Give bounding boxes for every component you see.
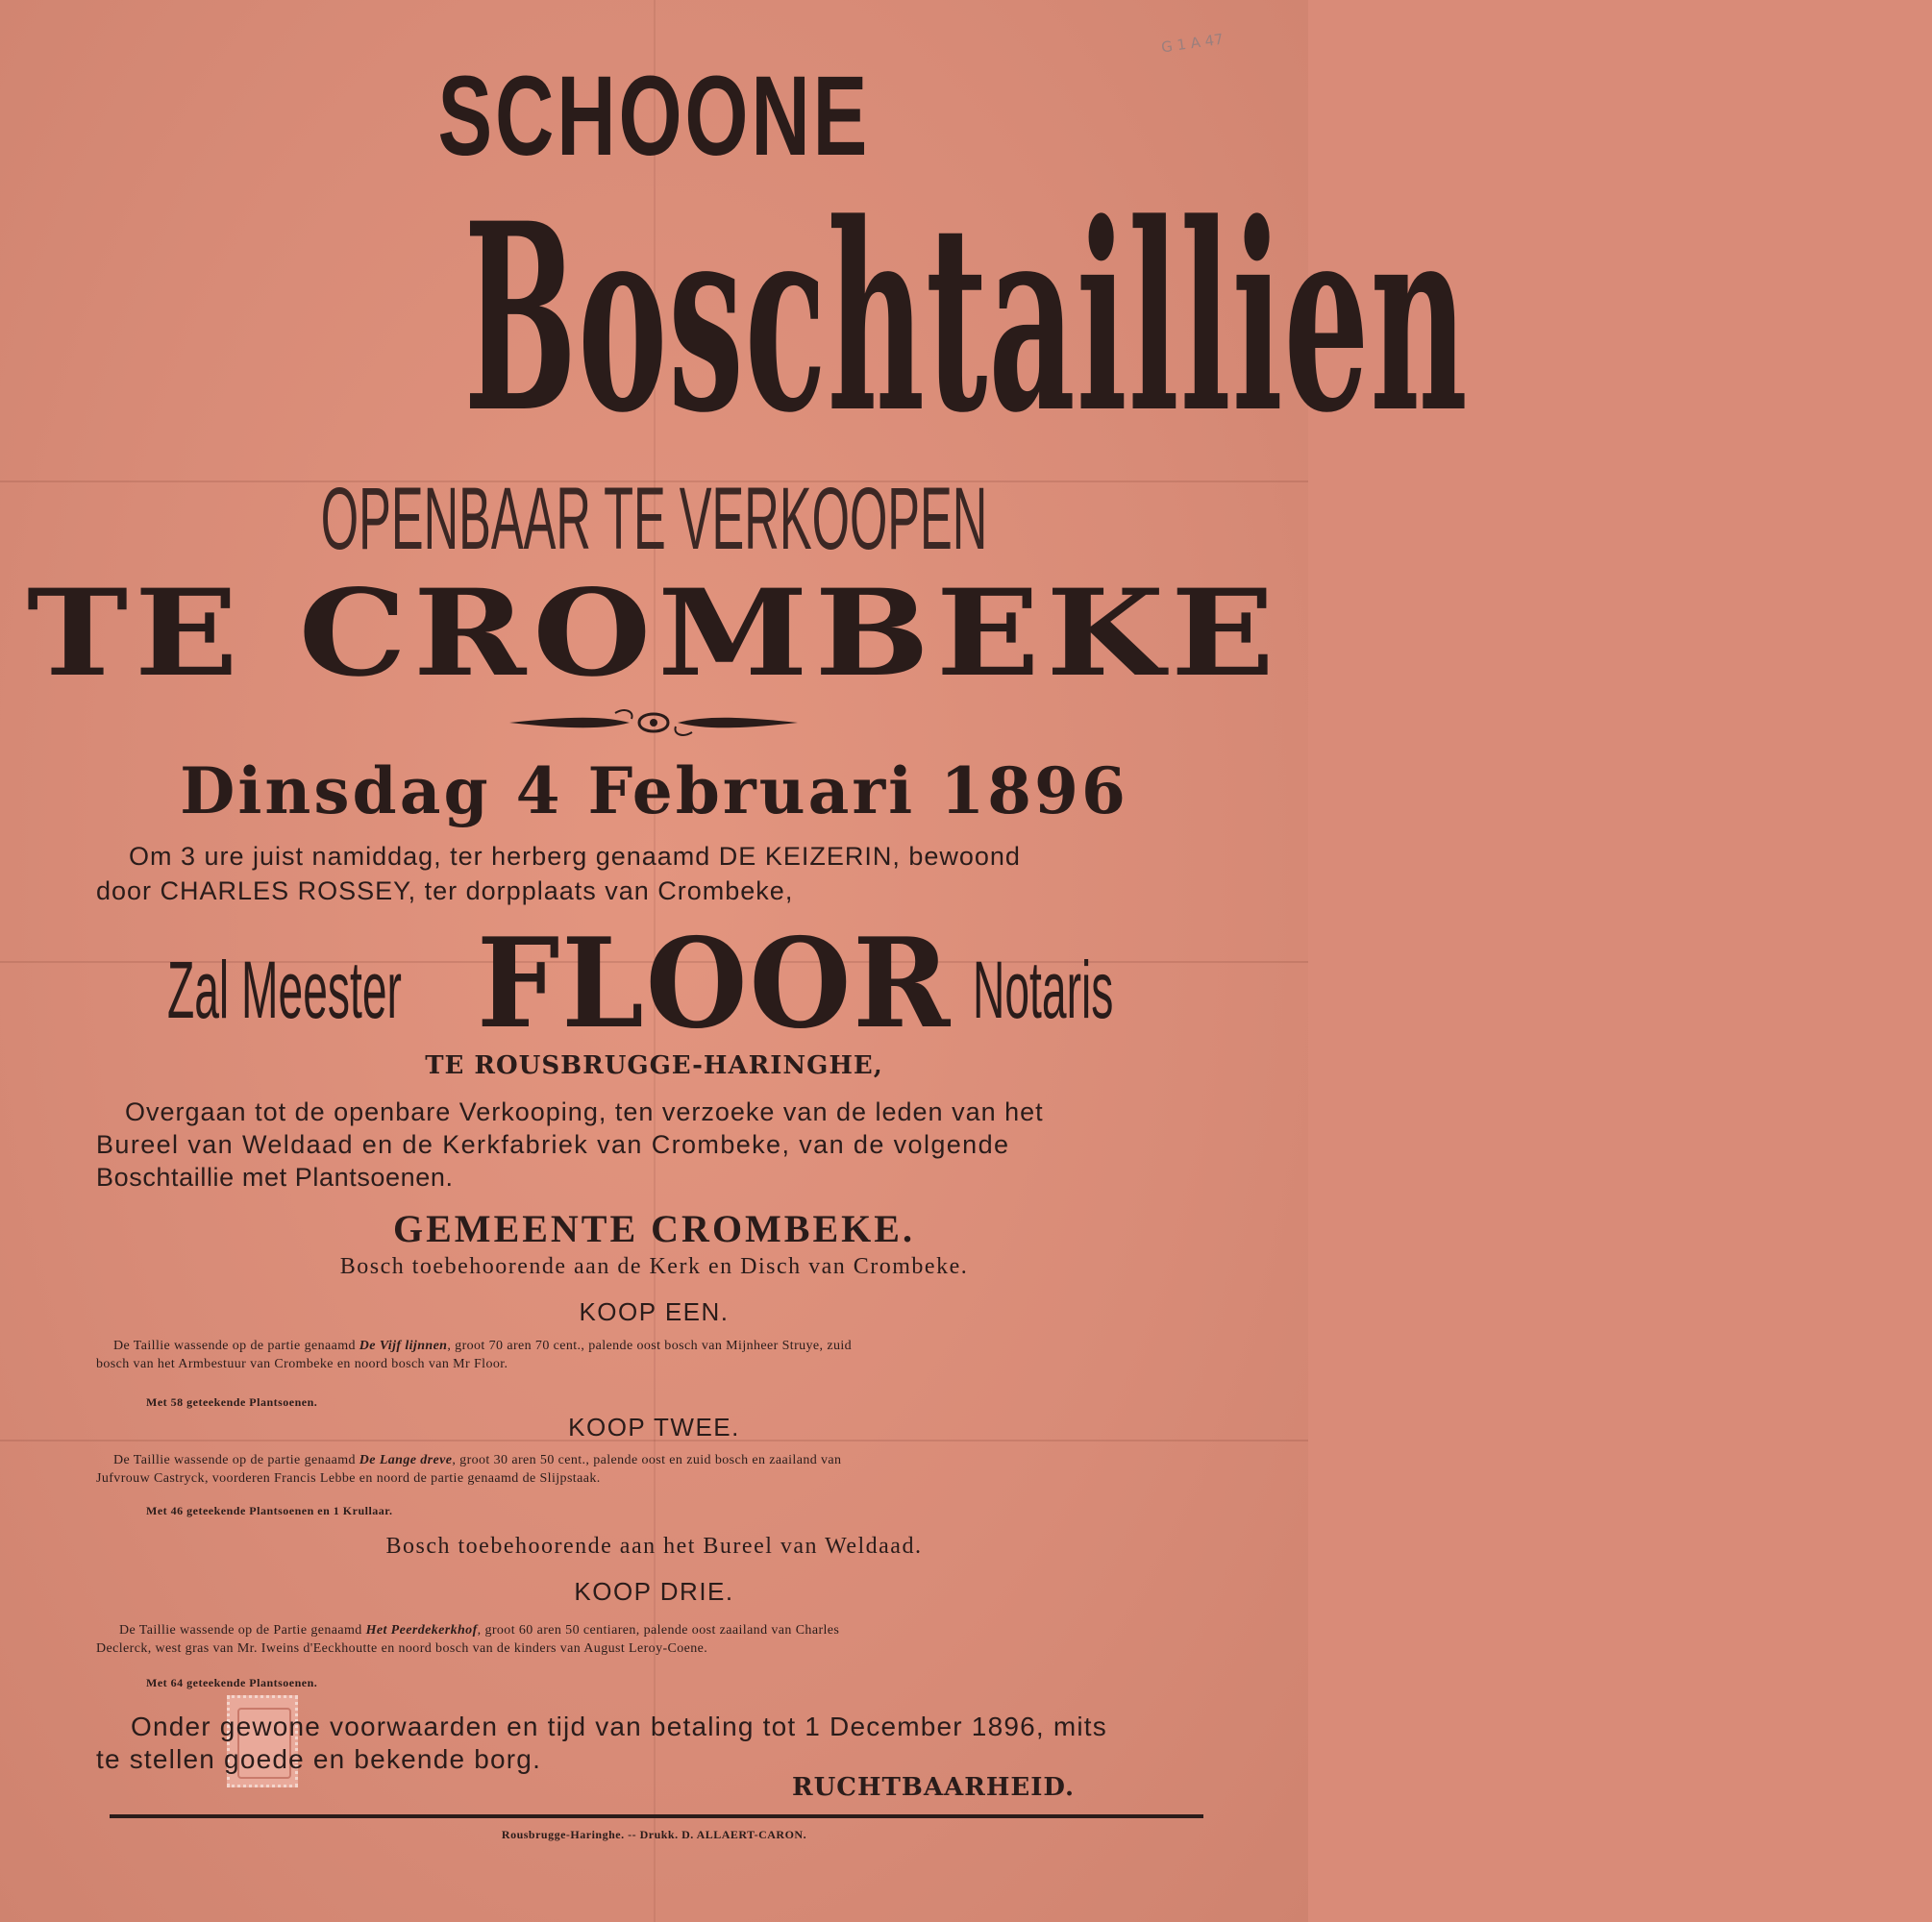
lot-description-line: Declerck, west gras van Mr. Iweins d'Eeckhoutte en noord bosch van de kinders van August Leroy-Coene. [96,1641,708,1656]
headline-main: Boschtaillien [463,167,1469,470]
place-heading: TE CROMBEKE [27,564,1281,703]
body-line-2: Bureel van Weldaad en de Kerkfabriek van Crombeke, van de volgende [96,1130,1010,1159]
lot-title: KOOP EEN. [579,1297,730,1326]
terms-line-2: te stellen goede en bekende borg. [96,1744,542,1774]
notary-line [0,912,1308,1056]
notary-name: FLOOR [477,912,953,1056]
lot-title: KOOP DRIE. [574,1577,734,1606]
auction-date: Dinsdag 4 Februari 1896 [180,753,1128,828]
body-line-1: Overgaan tot de openbare Verkooping, ten verzoeke van de leden van het [125,1097,1044,1126]
lot-description-line: bosch van het Armbestuur van Crombeke en noord bosch van Mr Floor. [96,1357,508,1371]
lot-plant-count: Met 64 geteekende Plantsoenen. [146,1676,318,1689]
lot-description-line: Jufvrouw Castryck, voorderen Francis Lebbe en noord de partie genaamd de Slijpstaak. [96,1471,601,1486]
section-title-church: Bosch toebehoorende aan de Kerk en Disch van Crombeke. [339,1254,969,1279]
handwritten-archive-note: G 1 A 47 [1160,30,1225,57]
lot-title: KOOP TWEE. [568,1413,740,1442]
zal-meester-text: Zal Meester [167,945,402,1035]
bottom-rule [110,1814,1203,1818]
headline-top: SCHOONE [437,53,871,180]
municipality-heading: GEMEENTE CROMBEKE. [393,1207,915,1250]
intro-line-2: door CHARLES ROSSEY, ter dorpplaats van Crombeke, [96,876,794,905]
notary-place: TE ROUSBRUGGE-HARINGHE, [425,1051,883,1080]
intro-line-1: Om 3 ure juist namiddag, ter herberg genaamd DE KEIZERIN, bewoond [129,842,1021,871]
lot-description-line: De Taillie wassende op de partie genaamd De Lange dreve, groot 30 aren 50 cent., palende oost en zuid bosch en zaailand van [113,1453,842,1467]
lot-plant-count: Met 46 geteekende Plantsoenen en 1 Krullaar. [146,1504,393,1517]
ornament-divider-icon [505,703,803,742]
lot-plant-count: Met 58 geteekende Plantsoenen. [146,1395,318,1409]
lot-description-line: De Taillie wassende op de partie genaamd De Vijf lijnnen, groot 70 aren 70 cent., palende oost bosch van Mijnheer Struye, zuid [113,1339,853,1353]
subhead: OPENBAAR TE VERKOOPEN [320,470,988,568]
closing-word: RUCHTBAARHEID. [792,1773,1076,1802]
body-line-3: Boschtaillie met Plantsoenen. [96,1163,454,1192]
printer-imprint: Rousbrugge-Haringhe. -- Drukk. D. ALLAERT-CARON. [501,1828,807,1841]
terms-line-1: Onder gewone voorwaarden en tijd van betaling tot 1 December 1896, mits [131,1712,1107,1741]
section-title-weldaad: Bosch toebehoorende aan het Bureel van Weldaad. [385,1534,923,1559]
lot-description-line: De Taillie wassende op de Partie genaamd Het Peerdekerkhof, groot 60 aren 50 centiaren, palende oost zaailand van Charles [119,1623,840,1638]
notaris-text: Notaris [973,945,1114,1035]
